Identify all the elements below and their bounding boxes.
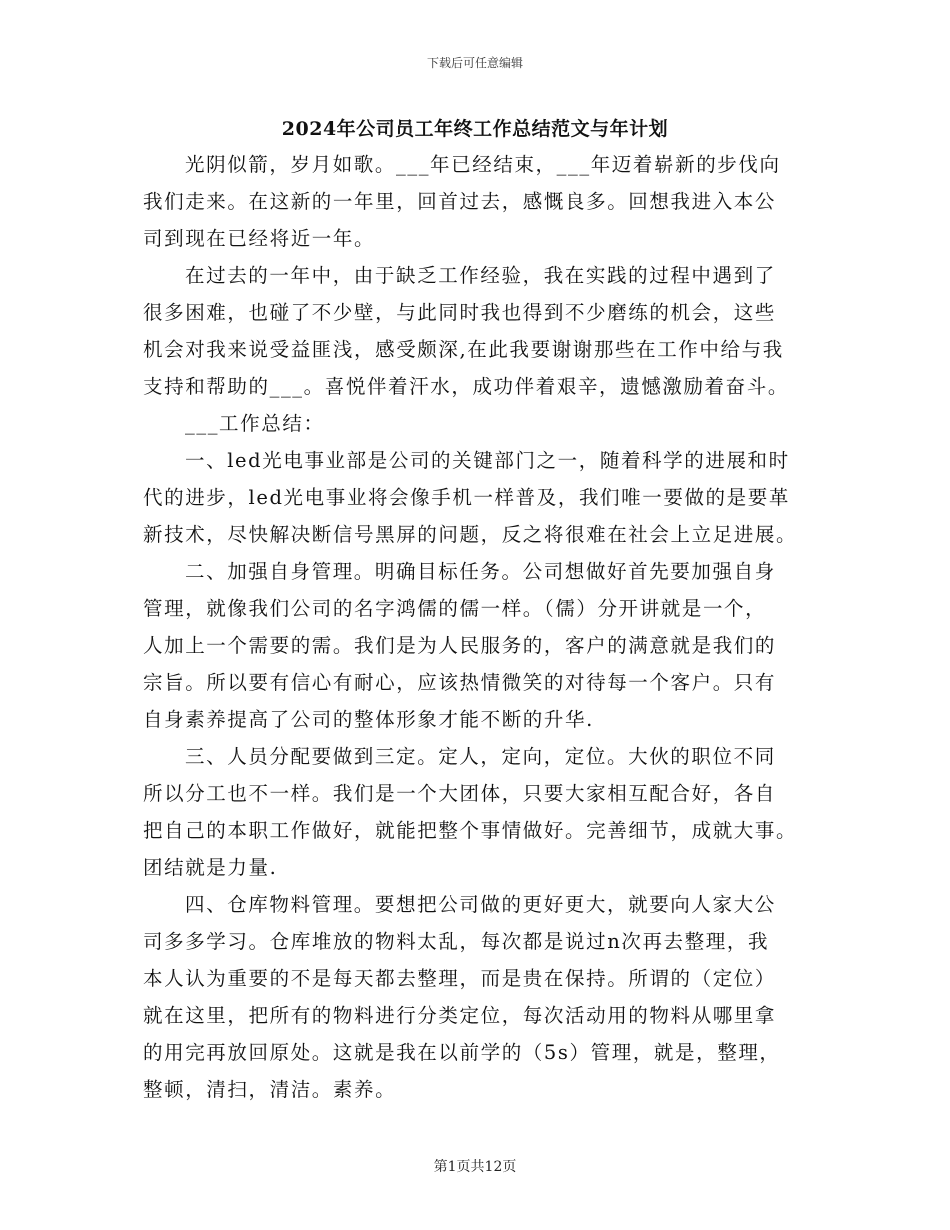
header-note: 下载后可任意编辑 bbox=[426, 56, 523, 70]
body-line: 宗旨。所以要有信心有耐心，应该热情微笑的对待每一个客户。只有 bbox=[143, 671, 777, 694]
body-line: 新技术，尽快解决断信号黑屏的问题，反之将很难在社会上立足进展。 bbox=[143, 523, 798, 546]
body-line: 很多困难，也碰了不少壁，与此同时我也得到不少磨练的机会，这些 bbox=[143, 301, 777, 324]
body-line: 人加上一个需要的需。我们是为人民服务的，客户的满意就是我们的 bbox=[143, 634, 777, 657]
body-line: 自身素养提高了公司的整体形象才能不断的升华. bbox=[143, 708, 594, 731]
body-line: 在过去的一年中，由于缺乏工作经验，我在实践的过程中遇到了 bbox=[185, 264, 776, 287]
body-line: 一、led光电事业部是公司的关键部门之一，随着科学的进展和时 bbox=[185, 449, 790, 472]
body-line: 整顿，清扫，清洁。素养。 bbox=[143, 1078, 397, 1101]
body-line: 二、加强自身管理。明确目标任务。公司想做好首先要加强自身 bbox=[185, 560, 776, 583]
body-line: 光阴似箭，岁月如歌。___年已经结束，___年迈着崭新的步伐向 bbox=[185, 153, 781, 176]
body-line: 支持和帮助的___。喜悦伴着汗水，成功伴着艰辛，遗憾激励着奋斗。 bbox=[143, 375, 789, 398]
body-line: 就在这里，把所有的物料进行分类定位，每次活动用的物料从哪里拿 bbox=[143, 1004, 777, 1027]
body-line: 所以分工也不一样。我们是一个大团体，只要大家相互配合好，各自 bbox=[143, 782, 777, 805]
body-line: 管理，就像我们公司的名字鸿儒的儒一样。（儒）分开讲就是一个， bbox=[143, 597, 767, 620]
page-number: 第1页共12页 bbox=[433, 1159, 517, 1175]
body-line: 司到现在已经将近一年。 bbox=[143, 227, 376, 250]
body-line: 的用完再放回原处。这就是我在以前学的（5s）管理，就是，整理， bbox=[143, 1041, 781, 1064]
body-line: 团结就是力量. bbox=[143, 856, 278, 879]
document-body bbox=[143, 146, 813, 1108]
body-line: 机会对我来说受益匪浅，感受颇深,在此我要谢谢那些在工作中给与我 bbox=[143, 338, 784, 361]
section-heading: ___工作总结： bbox=[185, 412, 325, 435]
document-title: 2024年公司员工年终工作总结范文与年计划 bbox=[281, 118, 669, 140]
body-line: 代的进步，led光电事业将会像手机一样普及，我们唯一要做的是要革 bbox=[143, 486, 790, 509]
body-line: 四、仓库物料管理。要想把公司做的更好更大，就要向人家大公 bbox=[185, 893, 776, 916]
body-line: 司多多学习。仓库堆放的物料太乱，每次都是说过n次再去整理，我 bbox=[143, 930, 770, 953]
body-line: 我们走来。在这新的一年里，回首过去，感慨良多。回想我进入本公 bbox=[143, 190, 777, 213]
body-line: 三、人员分配要做到三定。定人，定向，定位。大伙的职位不同 bbox=[185, 745, 776, 768]
body-line: 本人认为重要的不是每天都去整理，而是贵在保持。所谓的（定位） bbox=[143, 967, 777, 990]
body-line: 把自己的本职工作做好，就能把整个事情做好。完善细节，成就大事。 bbox=[143, 819, 798, 842]
